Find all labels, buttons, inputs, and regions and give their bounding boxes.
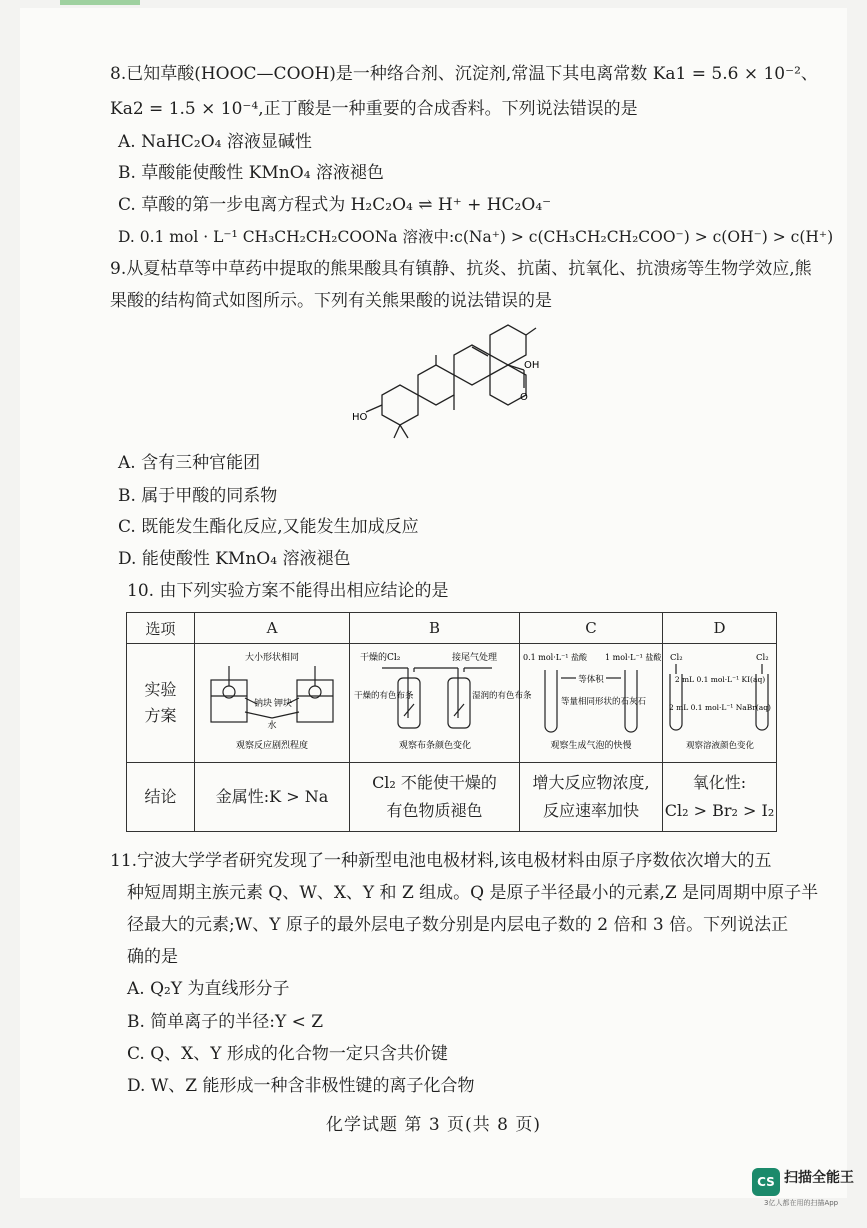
header-c: C <box>520 613 663 644</box>
ho-label: HO <box>352 412 368 423</box>
conclusion-row <box>127 763 777 832</box>
beakers-diagram <box>197 648 347 758</box>
camscanner-brand: 扫描全能王 <box>784 1170 854 1186</box>
a-caption: 观察反应剧烈程度 <box>235 741 309 751</box>
q8-option-c: C. 草酸的第一步电离方程式为 H₂C₂O₄ ⇌ H⁺ + HC₂O₄⁻ <box>118 195 552 215</box>
ring-d <box>490 325 526 365</box>
double-bond <box>472 347 488 356</box>
header-a: A <box>195 613 350 644</box>
q11-option-c: C. Q、X、Y 形成的化合物一定只含共价键 <box>127 1044 448 1064</box>
a-left-label: 钠块 <box>253 699 272 709</box>
table-header-row <box>127 613 777 644</box>
d-nabr: 2 mL 0.1 mol·L⁻¹ NaBr(aq) <box>668 703 771 712</box>
q8-stem-line2: Ka2 = 1.5 × 10⁻⁴,正丁酸是一种重要的合成香料。下列说法错误的是 <box>110 99 638 119</box>
q10-stem: 10. 由下列实验方案不能得出相应结论的是 <box>127 581 449 601</box>
q11-option-b: B. 简单离子的半径:Y < Z <box>127 1012 324 1032</box>
q11-stem-line4: 确的是 <box>127 947 178 967</box>
c-left-acid: 0.1 mol·L⁻¹ 盐酸 <box>523 653 588 662</box>
ho-bond <box>366 405 382 412</box>
q11-stem-line1: 11.宁波大学学者研究发现了一种新型电池电极材料,该电极材料由原子序数依次增大的五 <box>110 851 772 871</box>
scheme-d <box>663 644 777 763</box>
conclusion-d-line2: Cl₂ > Br₂ > I₂ <box>664 801 775 820</box>
a-right-label: 钾块 <box>274 699 293 709</box>
c-equal-volume: 等体积 <box>578 675 604 685</box>
b-tail: 接尾气处理 <box>451 653 497 663</box>
q11-stem-line3: 径最大的元素;W、Y 原子的最外层电子数分别是内层电子数的 2 倍和 3 倍。下列说法正 <box>127 915 789 935</box>
d-ki: 2 mL 0.1 mol·L⁻¹ KI(aq) <box>674 675 765 684</box>
camscanner-slogan: 3亿人都在用的扫描App <box>764 1199 839 1207</box>
d-caption: 观察溶液颜色变化 <box>685 741 754 751</box>
bottles-diagram <box>352 648 532 758</box>
c-caption: 观察生成气泡的快慢 <box>550 741 632 751</box>
scheme-label-text: 实验方案 <box>144 680 177 725</box>
q9-option-b: B. 属于甲酸的同系物 <box>118 486 278 506</box>
q11-option-d: D. W、Z 能形成一种含非极性键的离子化合物 <box>127 1076 475 1096</box>
q9-option-a: A. 含有三种官能团 <box>118 453 261 473</box>
scheme-c <box>520 644 663 763</box>
a-water-label: 水 <box>267 721 277 731</box>
q9-stem-line2: 果酸的结构简式如图所示。下列有关熊果酸的说法错误的是 <box>110 291 552 311</box>
ring-b <box>418 365 454 405</box>
conclusion-a <box>195 763 350 832</box>
test-tubes-c-diagram <box>521 648 661 758</box>
conclusion-label: 结论 <box>127 763 195 832</box>
q11-option-a: A. Q₂Y 为直线形分子 <box>127 979 290 999</box>
ursolic-acid-structure <box>352 320 542 440</box>
header-b: B <box>350 613 520 644</box>
conclusion-d <box>663 763 777 832</box>
conclusion-b <box>350 763 520 832</box>
q9-stem-line1: 9.从夏枯草等中草药中提取的熊果酸具有镇静、抗炎、抗菌、抗氧化、抗溃疡等生物学效应,熊 <box>110 259 812 279</box>
c-right-acid: 1 mol·L⁻¹ 盐酸 <box>605 653 662 662</box>
q8-option-d: D. 0.1 mol · L⁻¹ CH₃CH₂CH₂COONa 溶液中:c(Na⁺) > c(CH₃CH₂CH₂COO⁻) > c(OH⁻) > c(H⁺) <box>118 228 834 246</box>
q9-option-c: C. 既能发生酯化反应,又能发生加成反应 <box>118 517 419 537</box>
d-cl2-right: Cl₂ <box>755 653 769 663</box>
camscanner-logo: CS <box>752 1168 780 1196</box>
bottle-left <box>398 678 420 728</box>
page-footer: 化学试题 第 3 页(共 8 页) <box>326 1115 541 1135</box>
q9-option-d: D. 能使酸性 KMnO₄ 溶液褪色 <box>118 549 351 569</box>
q11-stem-line2: 种短周期主族元素 Q、W、X、Y 和 Z 组成。Q 是原子半径最小的元素,Z 是同周期中原子半 <box>127 883 819 903</box>
experiment-table <box>126 612 777 832</box>
b-caption: 观察布条颜色变化 <box>398 741 471 751</box>
conclusion-c <box>520 763 663 832</box>
scheme-row <box>127 644 777 763</box>
header-d: D <box>663 613 777 644</box>
o-label: O <box>520 392 528 403</box>
conclusion-d-line1: 氧化性: <box>692 773 747 792</box>
conclusion-a-line1: 金属性:K > Na <box>215 787 329 806</box>
conclusion-b-line1: Cl₂ 不能使干燥的 <box>372 773 497 792</box>
methyl-5 <box>526 328 536 335</box>
conclusion-b-line2: 有色物质褪色 <box>386 801 483 820</box>
b-left-label: 干燥的有色布条 <box>353 691 414 701</box>
b-dry-cl2: 干燥的Cl₂ <box>359 653 400 663</box>
bottle-right <box>448 678 470 728</box>
scheme-b <box>350 644 532 763</box>
methyl-2 <box>400 425 408 438</box>
methyl-1 <box>394 425 400 438</box>
q8-option-a: A. NaHC₂O₄ 溶液显碱性 <box>118 132 312 152</box>
test-tubes-d-diagram <box>664 648 776 758</box>
scheme-label <box>127 644 195 763</box>
d-cl2-left: Cl₂ <box>669 653 683 663</box>
scheme-a <box>195 644 350 763</box>
q8-stem-line1: 8.已知草酸(HOOC—COOH)是一种络合剂、沉淀剂,常温下其电离常数 Ka1 = 5.6 × 10⁻²、 <box>110 64 818 84</box>
q8-option-b: B. 草酸能使酸性 KMnO₄ 溶液褪色 <box>118 163 384 183</box>
header-option: 选项 <box>127 613 195 644</box>
b-right-label: 湿润的有色布条 <box>471 691 532 701</box>
conclusion-c-line2: 反应速率加快 <box>542 801 639 820</box>
tube-left <box>545 670 557 732</box>
conclusion-c-line1: 增大反应物浓度, <box>532 773 650 792</box>
top-edge-mark <box>60 0 140 5</box>
c-stone: 等量相同形状的石灰石 <box>561 697 647 707</box>
oh-label: OH <box>524 360 540 371</box>
ring-a <box>382 385 418 425</box>
a-top-label: 大小形状相同 <box>244 653 300 663</box>
ring-c <box>454 345 490 385</box>
